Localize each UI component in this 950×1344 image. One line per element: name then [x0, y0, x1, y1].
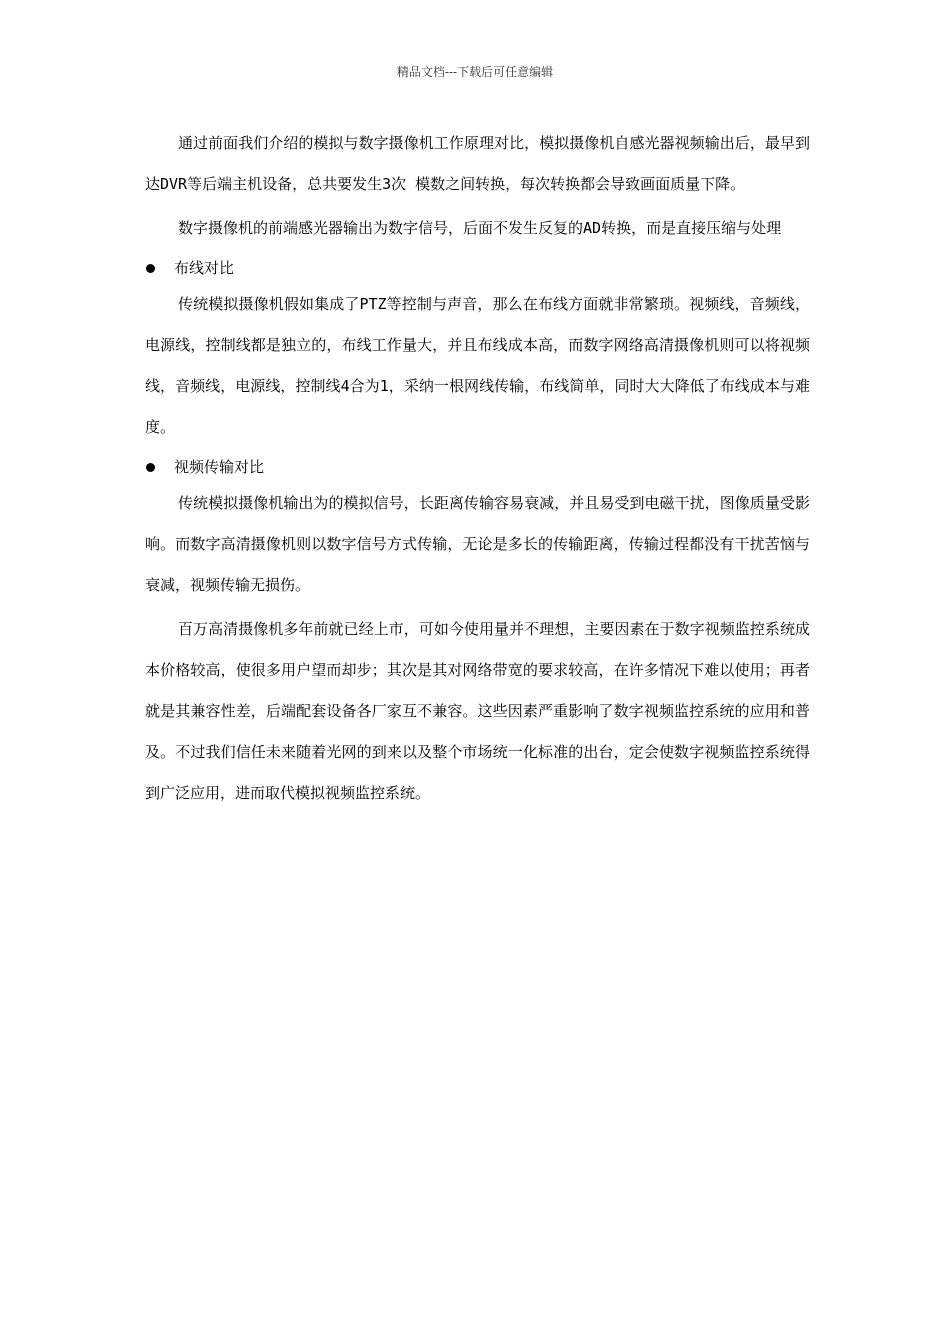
paragraph-wiring: 传统模拟摄像机假如集成了PTZ等控制与声音，那么在布线方面就非常繁琐。视频线，音频线，电源线，控制线都是独立的，布线工作量大，并且布线成本高，而数字网络高清摄像机则可以将视频线，音频线，电源线，控制线4合为1，采纳一根网线传输，布线简单，同时大大降低了布线成本与难度。	[145, 295, 810, 436]
document-body	[145, 123, 810, 817]
paragraph-conversion-loss: 通过前面我们介绍的模拟与数字摄像机工作原理对比，模拟摄像机自感光器视频输出后，最早到达DVR等后端主机设备，总共要发生3次 模数之间转换，每次转换都会导致画面质量下降。	[145, 134, 810, 193]
section-heading-label: 布线对比	[174, 259, 235, 277]
section-heading-wiring	[145, 252, 810, 284]
paragraph-digital-signal: 数字摄像机的前端感光器输出为数字信号，后面不发生反复的AD转换，而是直接压缩与处理	[178, 219, 782, 237]
paragraph-transmission: 传统模拟摄像机输出为的模拟信号，长距离传输容易衰减，并且易受到电磁干扰，图像质量受影响。而数字高清摄像机则以数字信号方式传输，无论是多长的传输距离，传输过程都没有干扰苦恼与衰减，视频传输无损伤。	[145, 494, 810, 594]
bullet-icon	[146, 463, 155, 472]
section-heading-label: 视频传输对比	[174, 458, 265, 476]
bullet-icon	[146, 264, 155, 273]
section-heading-transmission	[145, 451, 810, 483]
paragraph-adoption: 百万高清摄像机多年前就已经上市，可如今使用量并不理想，主要因素在于数字视频监控系统成本价格较高，使很多用户望而却步；其次是其对网络带宽的要求较高，在许多情况下难以使用；再者就是其兼容性差，后端配套设备各厂家互不兼容。这些因素严重影响了数字视频监控系统的应用和普及。不过我们信任未来随着光网的到来以及整个市场统一化标准的出台，定会使数字视频监控系统得到广泛应用，进而取代模拟视频监控系统。	[145, 620, 810, 802]
page-header: 精品文档---下载后可任意编辑	[396, 65, 554, 79]
